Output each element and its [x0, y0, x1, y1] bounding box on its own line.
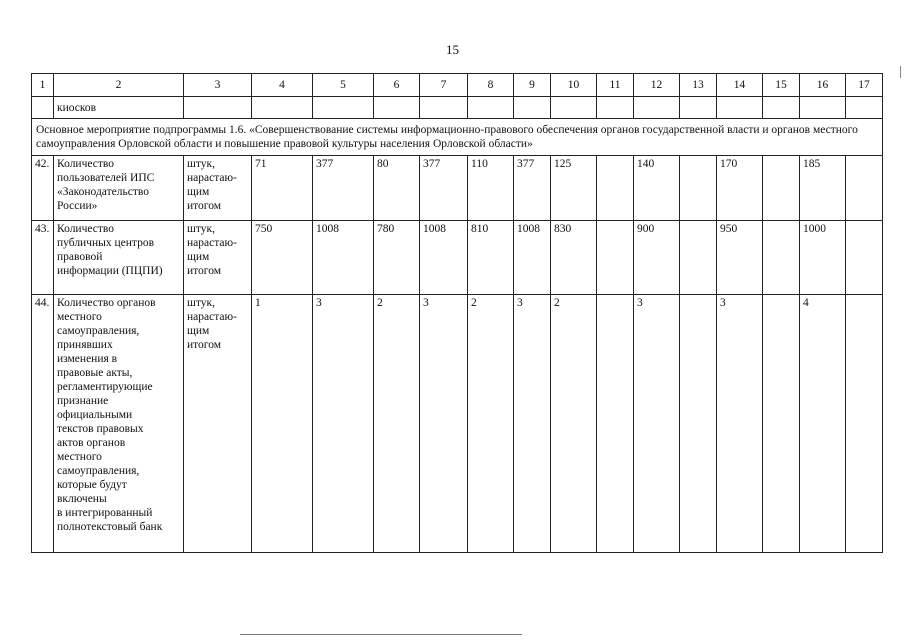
indicator-line: местного — [57, 311, 102, 323]
table-cell — [763, 97, 800, 119]
indicator-name — [54, 221, 184, 295]
value-cell: 3 — [634, 295, 680, 553]
table-cell: киосков — [54, 97, 184, 119]
indicator-line: актов органов — [57, 437, 126, 449]
table-row — [32, 221, 883, 295]
section-heading-row — [32, 119, 883, 156]
column-number-cell: 2 — [54, 74, 184, 97]
value-cell: 170 — [717, 156, 763, 221]
value-cell — [597, 221, 634, 295]
indicator-line: Количество — [57, 158, 114, 170]
value-cell: 3 — [420, 295, 468, 553]
unit-line: щим — [187, 186, 210, 198]
column-number-cell: 8 — [468, 74, 514, 97]
indicator-line: Количество — [57, 223, 114, 235]
table-cell — [420, 97, 468, 119]
table-cell — [374, 97, 420, 119]
value-cell: 2 — [551, 295, 597, 553]
indicator-line: «Законодательство — [57, 186, 149, 198]
column-number-cell: 4 — [252, 74, 313, 97]
value-cell: 1000 — [800, 221, 846, 295]
indicator-line: регламентирующие — [57, 381, 153, 393]
indicators-table — [31, 73, 883, 553]
value-cell: 1 — [252, 295, 313, 553]
value-cell — [680, 156, 717, 221]
value-cell: 3 — [717, 295, 763, 553]
value-cell: 1008 — [313, 221, 374, 295]
unit-of-measure — [184, 156, 252, 221]
value-cell — [763, 221, 800, 295]
value-cell: 185 — [800, 156, 846, 221]
indicator-line: включены — [57, 493, 107, 505]
table-cell — [468, 97, 514, 119]
row-number: 42. — [32, 156, 54, 221]
value-cell — [680, 221, 717, 295]
value-cell: 80 — [374, 156, 420, 221]
indicator-line: публичных центров — [57, 237, 155, 249]
column-number-cell: 17 — [846, 74, 883, 97]
indicator-line: Количество органов — [57, 297, 156, 309]
unit-of-measure — [184, 295, 252, 553]
column-number-cell: 12 — [634, 74, 680, 97]
indicator-line: самоуправления, — [57, 465, 140, 477]
value-cell: 140 — [634, 156, 680, 221]
column-number-cell: 10 — [551, 74, 597, 97]
value-cell — [846, 221, 883, 295]
value-cell: 377 — [514, 156, 551, 221]
unit-of-measure — [184, 221, 252, 295]
value-cell: 830 — [551, 221, 597, 295]
column-number-cell: 14 — [717, 74, 763, 97]
footer-rule — [240, 634, 522, 635]
unit-line: штук, — [187, 297, 215, 309]
column-number-cell: 16 — [800, 74, 846, 97]
indicator-line: принявших — [57, 339, 113, 351]
value-cell: 4 — [800, 295, 846, 553]
value-cell: 3 — [313, 295, 374, 553]
value-cell: 377 — [420, 156, 468, 221]
table-row — [32, 295, 883, 553]
indicator-line: текстов правовых — [57, 423, 144, 435]
column-number-cell: 6 — [374, 74, 420, 97]
table-row — [32, 156, 883, 221]
column-number-cell: 3 — [184, 74, 252, 97]
value-cell: 2 — [468, 295, 514, 553]
indicator-line: признание — [57, 395, 109, 407]
indicator-line: информации (ПЦПИ) — [57, 265, 163, 277]
value-cell: 110 — [468, 156, 514, 221]
value-cell: 900 — [634, 221, 680, 295]
value-cell: 1008 — [514, 221, 551, 295]
indicator-line: местного — [57, 451, 102, 463]
table-cell — [252, 97, 313, 119]
unit-line: штук, — [187, 223, 215, 235]
column-number-cell: 13 — [680, 74, 717, 97]
value-cell: 377 — [313, 156, 374, 221]
indicator-line: пользователей ИПС — [57, 172, 155, 184]
column-number-cell: 11 — [597, 74, 634, 97]
table-cell — [184, 97, 252, 119]
column-number-row — [32, 74, 883, 97]
unit-line: итогом — [187, 200, 222, 212]
indicator-line: в интегрированный — [57, 507, 153, 519]
column-number-cell: 1 — [32, 74, 54, 97]
indicator-name — [54, 156, 184, 221]
indicator-line: изменения в — [57, 353, 118, 365]
table-cell — [514, 97, 551, 119]
unit-line: штук, — [187, 158, 215, 170]
column-number-cell: 7 — [420, 74, 468, 97]
section-heading: Основное мероприятие подпрограммы 1.6. «Совершенствование системы информационно-правового обеспечения органов государственной власти и органов местного самоуправления Орловской области и повышение правовой культуры населения Орловской области» — [32, 119, 883, 156]
value-cell — [763, 295, 800, 553]
unit-line: итогом — [187, 339, 222, 351]
table-cell — [551, 97, 597, 119]
value-cell — [597, 295, 634, 553]
page-number: 15 — [446, 42, 459, 57]
indicator-line: которые будут — [57, 479, 127, 491]
indicator-line: правовой — [57, 251, 103, 263]
value-cell — [846, 295, 883, 553]
scan-edge-mark — [900, 66, 901, 78]
value-cell — [597, 156, 634, 221]
value-cell: 750 — [252, 221, 313, 295]
unit-line: щим — [187, 251, 210, 263]
table-cell — [597, 97, 634, 119]
indicator-line: официальными — [57, 409, 133, 421]
column-number-cell: 5 — [313, 74, 374, 97]
value-cell — [680, 295, 717, 553]
table-cell — [32, 97, 54, 119]
value-cell: 71 — [252, 156, 313, 221]
table-cell — [800, 97, 846, 119]
column-number-cell: 15 — [763, 74, 800, 97]
indicator-line: России» — [57, 200, 98, 212]
column-number-cell: 9 — [514, 74, 551, 97]
value-cell: 2 — [374, 295, 420, 553]
unit-line: итогом — [187, 265, 222, 277]
unit-line: нарастаю- — [187, 172, 237, 184]
value-cell — [846, 156, 883, 221]
indicator-line: правовые акты, — [57, 367, 133, 379]
unit-line: нарастаю- — [187, 311, 237, 323]
table-cell — [634, 97, 680, 119]
value-cell: 810 — [468, 221, 514, 295]
row-number: 44. — [32, 295, 54, 553]
table-cell — [680, 97, 717, 119]
value-cell — [763, 156, 800, 221]
table-cell — [717, 97, 763, 119]
indicator-line: самоуправления, — [57, 325, 140, 337]
table-cell — [846, 97, 883, 119]
row-number: 43. — [32, 221, 54, 295]
continuation-row — [32, 97, 883, 119]
indicator-name — [54, 295, 184, 553]
value-cell: 950 — [717, 221, 763, 295]
value-cell: 125 — [551, 156, 597, 221]
value-cell: 1008 — [420, 221, 468, 295]
unit-line: нарастаю- — [187, 237, 237, 249]
unit-line: щим — [187, 325, 210, 337]
value-cell: 780 — [374, 221, 420, 295]
table-cell — [313, 97, 374, 119]
indicator-line: полнотекстовый банк — [57, 521, 163, 533]
value-cell: 3 — [514, 295, 551, 553]
